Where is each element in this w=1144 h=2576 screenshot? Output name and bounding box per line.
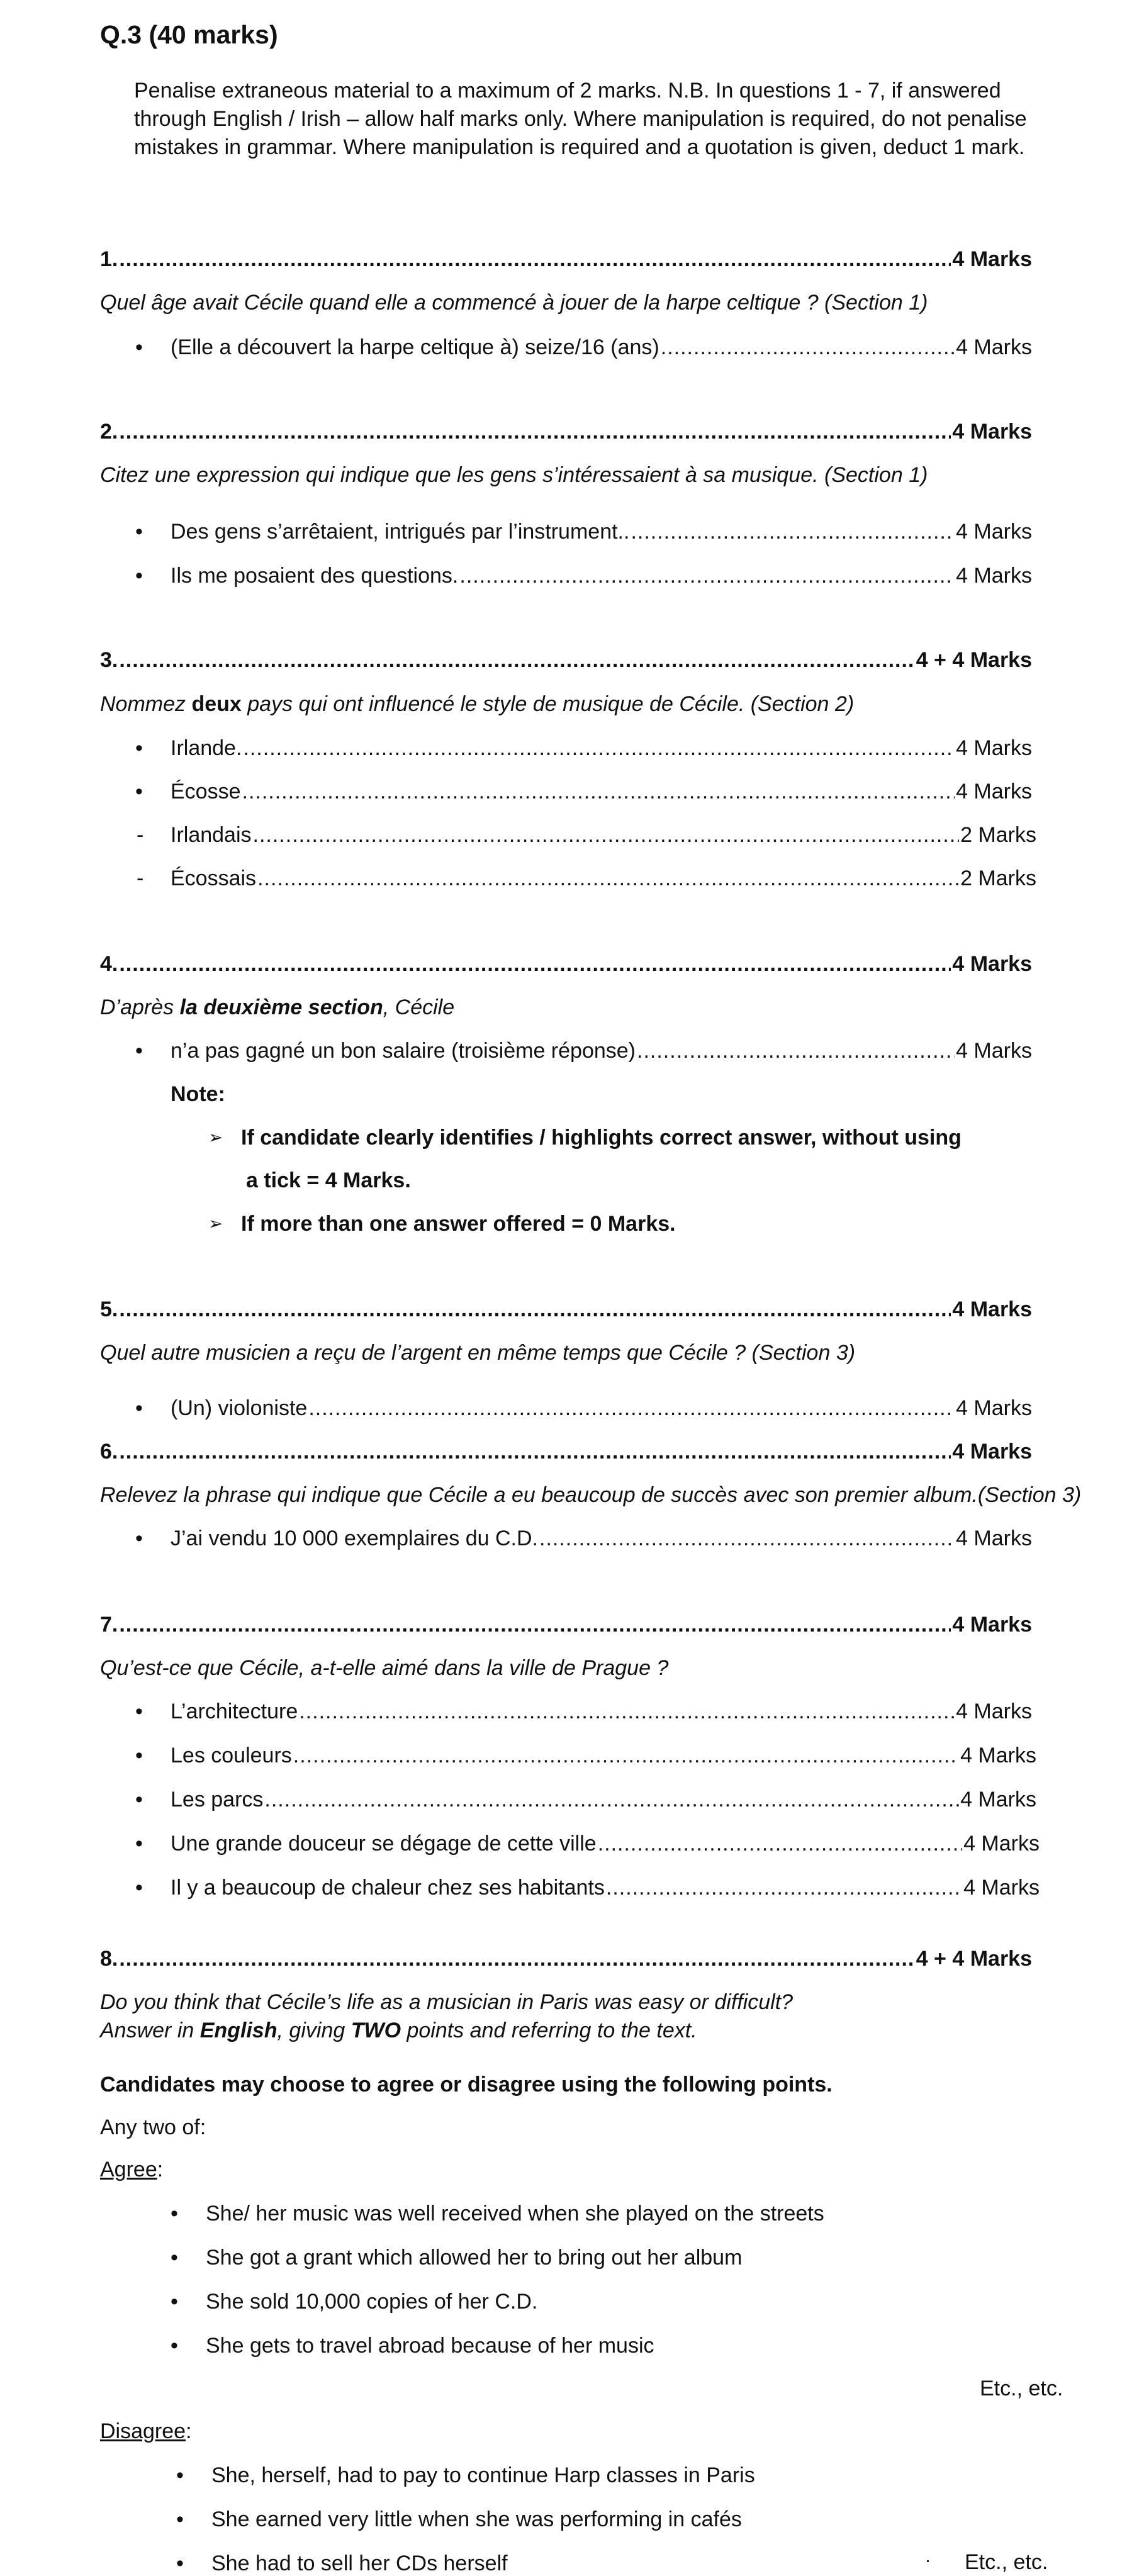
q6-header xyxy=(100,1440,1032,1464)
q2-answer-2-marks: 4 Marks xyxy=(956,564,1032,588)
q7-answer-2-text: • Les couleurs xyxy=(171,1744,292,1767)
q1-answer-1-text: • (Elle a découvert la harpe celtique à) seize/16 (ans) xyxy=(171,335,659,359)
q7-answer-2-marks: 4 Marks xyxy=(960,1744,1036,1767)
q8-question-line-2 xyxy=(100,2019,697,2043)
q3-question xyxy=(100,692,854,717)
q2-header xyxy=(100,420,1032,444)
q3-question-pre: Nommez xyxy=(100,692,192,716)
q4-question-pre: D’après xyxy=(100,995,180,1019)
q5-marks: 4 Marks xyxy=(952,1297,1032,1321)
q6-answer-1-text: • J’ai vendu 10 000 exemplaires du C.D. xyxy=(171,1526,538,1550)
q2-question: Citez une expression qui indique que les gens s’intéressaient à sa musique. (Section 1) xyxy=(100,463,928,487)
q8-marks: 4 + 4 Marks xyxy=(916,1947,1032,1971)
q3-answer-3-marks: 2 Marks xyxy=(960,823,1036,847)
q8-agree-heading: Agree: xyxy=(100,2158,164,2181)
q8-header xyxy=(100,1947,1032,1971)
q6-answer-1 xyxy=(171,1526,1032,1551)
q6-marks: 4 Marks xyxy=(952,1440,1032,1464)
q7-answer-4-text: • Une grande douceur se dégage de cette ville xyxy=(171,1832,597,1856)
q5-question: Quel autre musicien a reçu de l’argent en même temps que Cécile ? (Section 3) xyxy=(100,1341,856,1365)
q4-note-1-line-1: ➢ If candidate clearly identifies / highlights correct answer, without using xyxy=(241,1126,962,1150)
q3-answer-1-text: • Irlande. xyxy=(171,736,242,760)
q3-number: 3. xyxy=(100,648,118,672)
q8-question-bold-two: TWO xyxy=(350,2019,401,2042)
q5-number: 5. xyxy=(100,1297,118,1321)
q2-answer-1-marks: 4 Marks xyxy=(956,520,1032,544)
q7-answer-2 xyxy=(171,1744,1036,1768)
stray-dot xyxy=(927,2560,929,2562)
q7-answer-1 xyxy=(171,1700,1032,1724)
q8-question-bold-english: English xyxy=(199,2019,278,2042)
q3-answer-2-marks: 4 Marks xyxy=(956,780,1032,804)
q3-answer-4-marks: 2 Marks xyxy=(960,866,1036,890)
q1-question: Quel âge avait Cécile quand elle a commencé à jouer de la harpe celtique ? (Section 1) xyxy=(100,291,928,315)
q3-answer-4 xyxy=(171,866,1036,891)
q3-header xyxy=(100,648,1032,673)
q8-agree-etc: Etc., etc. xyxy=(980,2377,1063,2400)
q1-marks: 4 Marks xyxy=(952,247,1032,271)
q7-marks: 4 Marks xyxy=(952,1613,1032,1637)
q1-answer-1-marks: 4 Marks xyxy=(956,335,1032,359)
q4-note-1-line-2: a tick = 4 Marks. xyxy=(246,1168,411,1192)
q8-question-post: points and referring to the text. xyxy=(401,2019,697,2042)
q6-number: 6. xyxy=(100,1440,118,1464)
q8-agree-point-2: • She got a grant which allowed her to bring out her album xyxy=(206,2246,742,2270)
q3-answer-4-text: - Écossais xyxy=(171,866,257,890)
q2-answer-2-text: • Ils me posaient des questions. xyxy=(171,564,459,588)
q3-answer-1 xyxy=(171,736,1032,761)
q5-answer-1-marks: 4 Marks xyxy=(956,1396,1032,1420)
q8-agree-point-3: • She sold 10,000 copies of her C.D. xyxy=(206,2290,537,2314)
q7-answer-1-text: • L’architecture xyxy=(171,1700,298,1723)
q3-answer-1-marks: 4 Marks xyxy=(956,736,1032,760)
q8-disagree-heading: Disagree: xyxy=(100,2419,192,2443)
q7-answer-1-marks: 4 Marks xyxy=(956,1700,1032,1723)
q7-answer-3-marks: 4 Marks xyxy=(960,1788,1036,1812)
q1-answer-1 xyxy=(171,335,1032,360)
q4-question-bold: la deuxième section xyxy=(179,995,383,1019)
q8-disagree-label: Disagree xyxy=(100,2419,186,2443)
q7-answer-5 xyxy=(171,1876,1040,1900)
q4-answer-1-marks: 4 Marks xyxy=(956,1039,1032,1063)
q4-marks: 4 Marks xyxy=(952,952,1032,976)
q8-disagree-point-2: • She earned very little when she was performing in cafés xyxy=(211,2507,742,2532)
q1-number: 1. xyxy=(100,247,118,271)
q8-disagree-etc: Etc., etc. xyxy=(965,2550,1048,2574)
q8-number: 8. xyxy=(100,1947,118,1971)
q7-answer-4 xyxy=(171,1832,1040,1856)
q6-answer-1-marks: 4 Marks xyxy=(956,1526,1032,1550)
q7-question: Qu’est-ce que Cécile, a-t-elle aimé dans la ville de Prague ? xyxy=(100,1656,669,1680)
q7-number: 7. xyxy=(100,1613,118,1637)
q7-answer-5-text: • Il y a beaucoup de chaleur chez ses habitants xyxy=(171,1876,605,1900)
q7-answer-3 xyxy=(171,1788,1036,1812)
q8-disagree-point-1: • She, herself, had to pay to continue Harp classes in Paris xyxy=(211,2463,755,2488)
q2-answer-2 xyxy=(171,564,1032,588)
q6-question: Relevez la phrase qui indique que Cécile a eu beaucoup de succès avec son premier album.(Section 3) xyxy=(100,1483,1082,1507)
q5-answer-1 xyxy=(171,1396,1032,1421)
q8-question-line-1: Do you think that Cécile’s life as a musician in Paris was easy or difficult? xyxy=(100,1990,794,2014)
q4-header xyxy=(100,952,1032,977)
q5-header xyxy=(100,1297,1032,1322)
q8-agree-point-4: • She gets to travel abroad because of her music xyxy=(206,2334,654,2358)
q8-any-two: Any two of: xyxy=(100,2115,206,2139)
q3-answer-2 xyxy=(171,780,1032,804)
q8-disagree-point-3: • She had to sell her CDs herself xyxy=(211,2551,508,2576)
q3-answer-3 xyxy=(171,823,1036,848)
q8-agree-label: Agree xyxy=(100,2158,157,2181)
q3-question-post: pays qui ont influencé le style de musique de Cécile. (Section 2) xyxy=(241,692,855,716)
q2-answer-1 xyxy=(171,520,1032,544)
q7-answer-3-text: • Les parcs xyxy=(171,1788,264,1812)
q7-header xyxy=(100,1613,1032,1637)
q4-question-post: , Cécile xyxy=(383,995,455,1019)
page-title: Q.3 (40 marks) xyxy=(100,20,278,49)
q4-question xyxy=(100,995,454,1020)
q4-note-label: Note: xyxy=(171,1082,225,1106)
q8-question-mid: , giving xyxy=(277,2019,351,2042)
q3-answer-2-text: • Écosse xyxy=(171,780,241,804)
q8-question-pre: Answer in xyxy=(100,2019,200,2042)
q7-answer-4-marks: 4 Marks xyxy=(963,1832,1040,1856)
q4-answer-1 xyxy=(171,1039,1032,1063)
q2-marks: 4 Marks xyxy=(952,420,1032,444)
q4-number: 4. xyxy=(100,952,118,976)
q1-header xyxy=(100,247,1032,272)
q3-marks: 4 + 4 Marks xyxy=(916,648,1032,672)
q3-answer-3-text: - Irlandais xyxy=(171,823,252,847)
q7-answer-5-marks: 4 Marks xyxy=(963,1876,1040,1900)
q4-answer-1-text: • n’a pas gagné un bon salaire (troisième réponse) xyxy=(171,1039,636,1063)
q8-agree-point-1: • She/ her music was well received when she played on the streets xyxy=(206,2202,824,2226)
q2-number: 2. xyxy=(100,420,118,444)
q5-answer-1-text: • (Un) violoniste xyxy=(171,1396,308,1420)
q2-answer-1-text: • Des gens s’arrêtaient, intrigués par l’instrument.. xyxy=(171,520,630,544)
q3-question-bold: deux xyxy=(191,692,242,716)
q4-note-2: ➢ If more than one answer offered = 0 Marks. xyxy=(241,1212,676,1236)
intro-paragraph: Penalise extraneous material to a maximum of 2 marks. N.B. In questions 1 - 7, if answered through English / Irish – allow half marks only. Where manipulation is required, do not penalise mistakes in grammar. Where manipulation is required and a quotation is given, deduct 1 mark. xyxy=(134,79,1027,159)
q8-candidates-note: Candidates may choose to agree or disagree using the following points. xyxy=(100,2073,833,2097)
